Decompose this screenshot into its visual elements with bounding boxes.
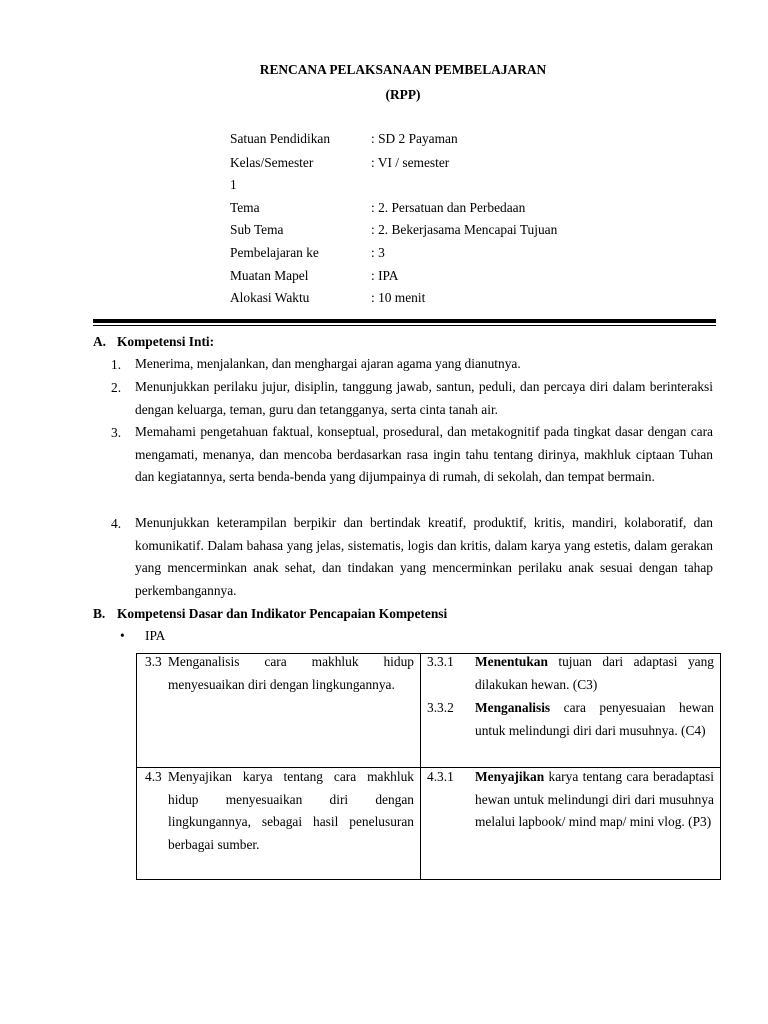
identity-label: Kelas/Semester xyxy=(230,155,314,170)
ki-number: 4. xyxy=(111,516,122,531)
indicator-number: 4.3.1 xyxy=(427,769,454,784)
identity-value: : VI / semester xyxy=(371,155,450,170)
divider-thick xyxy=(93,319,716,323)
indicator-number: 3.3.2 xyxy=(427,700,454,715)
section-a-title: Kompetensi Inti: xyxy=(117,334,215,349)
identity-value: : 2. Persatuan dan Perbedaan xyxy=(371,200,526,215)
identity-value: : IPA xyxy=(371,268,399,283)
ki-number: 1. xyxy=(111,357,122,372)
identity-value: : 2. Bekerjasama Mencapai Tujuan xyxy=(371,222,558,237)
identity-label: Muatan Mapel xyxy=(230,268,309,283)
identity-label: Alokasi Waktu xyxy=(230,290,310,305)
indicator-text xyxy=(475,651,714,696)
indicator-rest: cara penyesuaian hewan untuk melindungi diri dari musuhnya. (C4) xyxy=(475,700,714,738)
identity-label: Pembelajaran ke xyxy=(230,245,319,260)
ki-number: 3. xyxy=(111,425,122,440)
indicator-keyword: Menyajikan xyxy=(475,769,545,784)
identity-label: 1 xyxy=(230,177,237,192)
ki-text: Menunjukkan perilaku jujur, disiplin, tanggung jawab, santun, peduli, dan percaya diri dalam berinteraksi dengan keluarga, teman, guru dan tetangganya, serta cinta tanah air. xyxy=(135,379,713,417)
ki-text: Menunjukkan keterampilan berpikir dan bertindak kreatif, produktif, kritis, mandiri, kolaboratif, dan komunikatif. Dalam bahasa yang jelas, sistematis, logis dan kritis, dalam karya yang estetis, dalam gerakan yang mencerminkan anak sehat, dan tindakan yang mencerminkan perilaku anak sesuai dengan tahap perkembangannya. xyxy=(135,515,713,599)
indicator-keyword: Menentukan xyxy=(475,654,548,669)
indicator-keyword: Menganalisis xyxy=(475,700,551,715)
document-subtitle: (RPP) xyxy=(385,87,421,102)
kd-text: Menganalisis cara makhluk hidup menyesuaikan diri dengan lingkungannya. xyxy=(168,654,414,692)
ki-text: Menerima, menjalankan, dan menghargai ajaran agama yang dianutnya. xyxy=(135,356,521,371)
subject-label: IPA xyxy=(145,628,166,643)
section-a-heading xyxy=(93,334,214,350)
kd-text: Menyajikan karya tentang cara makhluk hidup menyesuaikan diri dengan lingkungannya, sebagai hasil penelusuran berbagai sumber. xyxy=(168,769,414,852)
section-b-title: Kompetensi Dasar dan Indikator Pencapaian Kompetensi xyxy=(117,606,448,621)
indicator-text xyxy=(475,766,714,834)
identity-label: Sub Tema xyxy=(230,222,284,237)
document-title: RENCANA PELAKSANAAN PEMBELAJARAN xyxy=(259,62,547,77)
section-b-heading xyxy=(93,606,447,622)
indicator-rest: karya tentang cara beradaptasi hewan untuk melindungi diri dari musuhnya melalui lapbook/ mind map/ mini vlog. (P3) xyxy=(475,769,714,829)
indicator-rest: tujuan dari adaptasi yang dilakukan hewan. (C3) xyxy=(475,654,714,692)
kd-number: 4.3 xyxy=(145,769,162,784)
indicator-number: 3.3.1 xyxy=(427,654,454,669)
ki-number: 2. xyxy=(111,380,122,395)
competency-table xyxy=(136,653,721,880)
identity-label: Satuan Pendidikan xyxy=(230,131,331,146)
identity-value: : SD 2 Payaman xyxy=(371,131,458,146)
kd-number: 3.3 xyxy=(145,654,162,669)
indicator-text xyxy=(475,697,714,742)
section-a-letter: A. xyxy=(93,334,107,349)
bullet-icon: • xyxy=(120,628,125,643)
ki-text: Memahami pengetahuan faktual, konseptual, prosedural, dan metakognitif pada tingkat dasar dengan cara mengamati, menanya, dan mencoba berdasarkan rasa ingin tahu tentang dirinya, makhluk ciptaan Tuhan dan kegiatannya, serta benda-benda yang dijumpainya di rumah, di sekolah, dan tempat bermain. xyxy=(135,424,713,485)
identity-value: : 10 menit xyxy=(371,290,426,305)
identity-label: Tema xyxy=(230,200,260,215)
identity-value: : 3 xyxy=(371,245,385,260)
divider-thin xyxy=(93,325,716,326)
section-b-letter: B. xyxy=(93,606,106,621)
